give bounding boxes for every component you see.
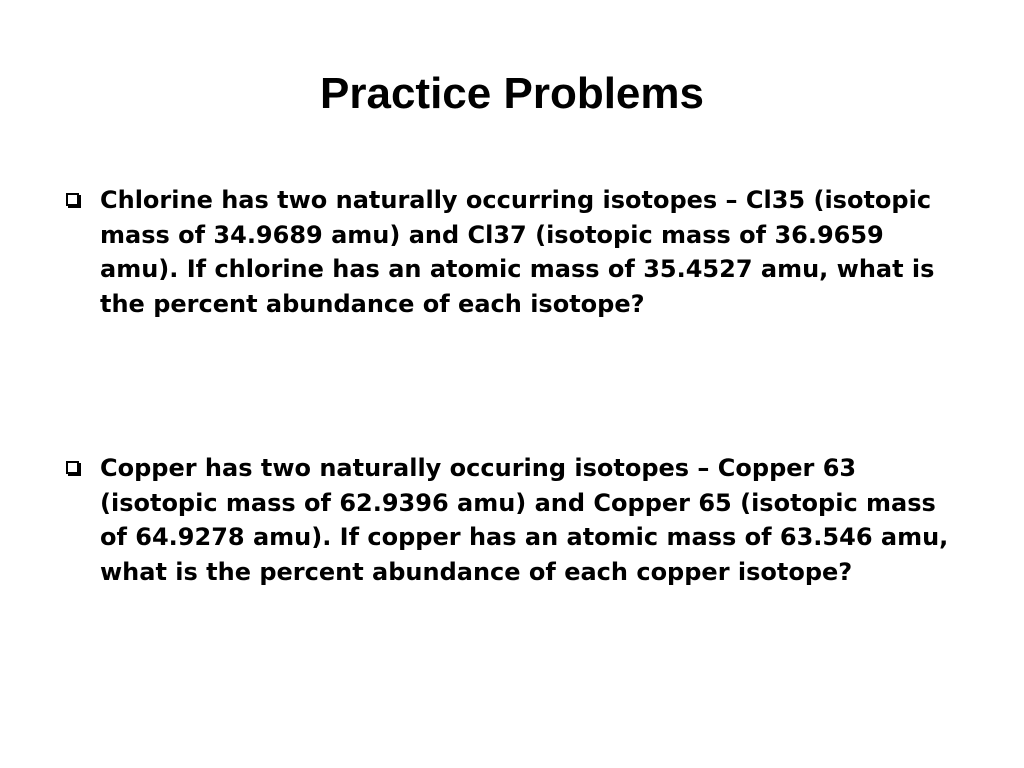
problem-item-chlorine xyxy=(66,183,956,321)
problem-item-copper xyxy=(66,451,956,589)
slide-title: Practice Problems xyxy=(320,69,704,118)
problem-text: Copper has two naturally occuring isotopes – Copper 63 (isotopic mass of 62.9396 amu) and Copper 65 (isotopic mass of 64.9278 amu). If copper has an atomic mass of 63.546 amu, what is the percent abundance of each copper isotope? xyxy=(100,454,949,586)
problem-list xyxy=(66,183,956,589)
square-bullet-icon xyxy=(66,461,79,474)
problem-text: Chlorine has two naturally occurring isotopes – Cl35 (isotopic mass of 34.9689 amu) and Cl37 (isotopic mass of 36.9659 amu). If chlorine has an atomic mass of 35.4527 amu, what is the percent abundance of each isotope? xyxy=(100,186,935,318)
square-bullet-icon xyxy=(66,193,79,206)
